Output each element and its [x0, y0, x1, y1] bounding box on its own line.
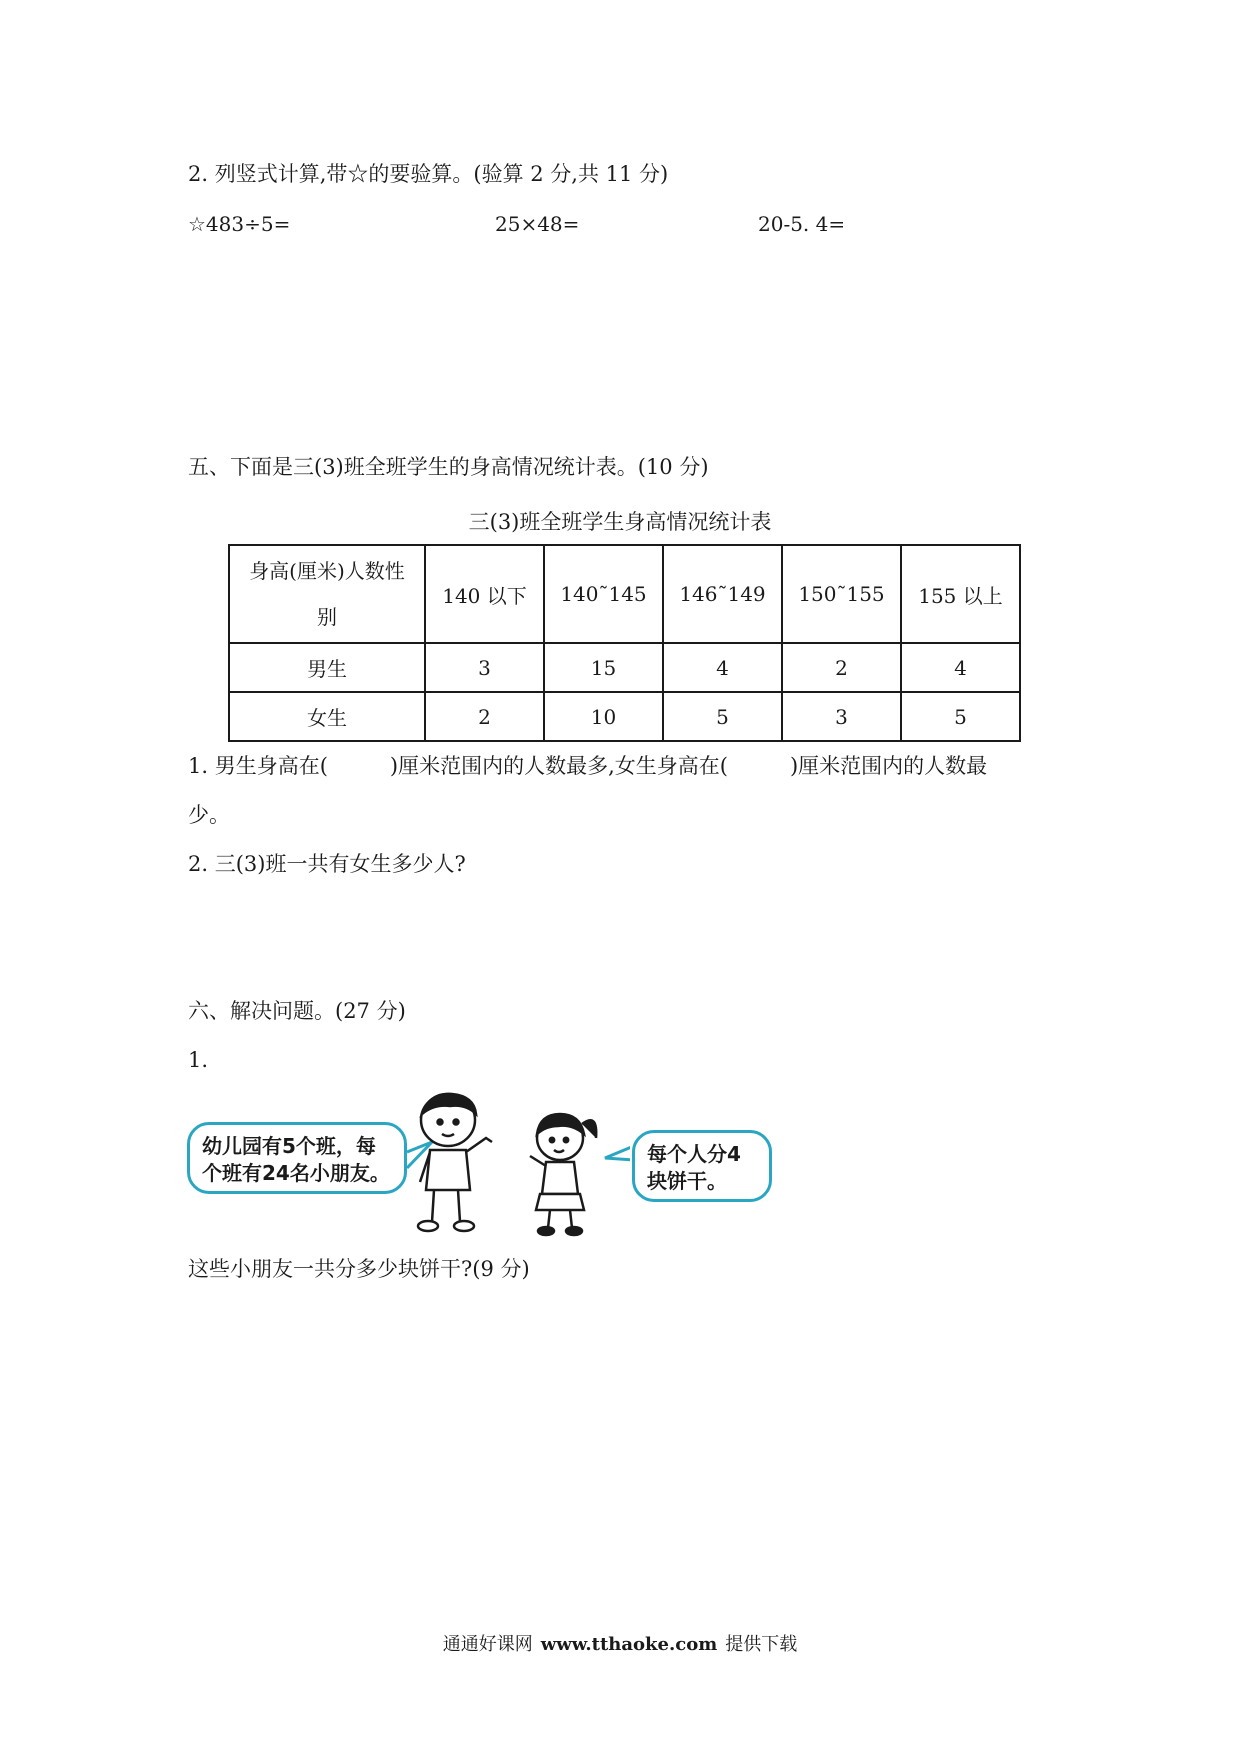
table-cell: 15: [544, 643, 663, 692]
q1-text-part2: )厘米范围内的人数最多,女生身高在(: [389, 754, 728, 778]
table-cell: 5: [663, 692, 782, 741]
calc-problem-3: 20-5. 4=: [758, 212, 846, 236]
row-label-boys: 男生: [229, 643, 425, 692]
girl-figure: [530, 1114, 596, 1235]
height-stats-table: [228, 544, 1021, 742]
calc-problem-1: ☆483÷5=: [188, 212, 291, 236]
header-cell: 140˜145: [544, 545, 663, 643]
speech-bubble-boy: 幼儿园有5个班，每个班有24名小朋友。: [187, 1122, 407, 1194]
boy-figure: [418, 1094, 492, 1231]
page-footer: [0, 1630, 1240, 1656]
table-header-row: [229, 545, 1020, 643]
corner-label-line2: 别: [317, 605, 337, 629]
header-cell: 146˜149: [663, 545, 782, 643]
sec6-question-number: 1.: [188, 1048, 209, 1072]
table-title: 三(3)班全班学生身高情况统计表: [468, 510, 772, 534]
footer-site-name: 通通好课网: [442, 1634, 533, 1655]
q2-title: 2. 列竖式计算,带☆的要验算。(验算 2 分,共 11 分): [188, 162, 669, 186]
footer-provided: 提供下载: [725, 1634, 798, 1655]
children-illustration: [400, 1090, 630, 1240]
footer-url[interactable]: www.tthaoke.com: [540, 1634, 718, 1655]
table-cell: 2: [782, 643, 901, 692]
row-label-girls: 女生: [229, 692, 425, 741]
table-row: [229, 692, 1020, 741]
q1-text-part1: 1. 男生身高在(: [188, 754, 328, 778]
corner-label-line1: 身高(厘米)人数性: [249, 559, 405, 583]
table-cell: 5: [901, 692, 1020, 741]
right-bubble-tail: [605, 1146, 630, 1160]
section-6-title: 六、解决问题。(27 分): [188, 999, 406, 1023]
table-cell: 10: [544, 692, 663, 741]
table-cell: 3: [425, 643, 544, 692]
table-cell: 2: [425, 692, 544, 741]
header-cell: 155 以上: [901, 545, 1020, 643]
sec5-question-2: 2. 三(3)班一共有女生多少人?: [188, 852, 466, 876]
speech-bubble-girl: 每个人分4块饼干。: [632, 1130, 772, 1202]
table-cell: 4: [901, 643, 1020, 692]
header-cell: 140 以下: [425, 545, 544, 643]
table-row: [229, 643, 1020, 692]
table-cell: 3: [782, 692, 901, 741]
sec5-question-1: [188, 752, 987, 780]
sec5-question-1-line2: 少。: [188, 803, 230, 827]
table-corner-cell: [229, 545, 425, 643]
calc-problem-2: 25×48=: [495, 212, 580, 236]
section-5-title: 五、下面是三(3)班全班学生的身高情况统计表。(10 分): [188, 455, 709, 479]
q1-text-part3: )厘米范围内的人数最: [789, 754, 988, 778]
header-cell: 150˜155: [782, 545, 901, 643]
table-cell: 4: [663, 643, 782, 692]
sec6-question-1: 这些小朋友一共分多少块饼干?(9 分): [188, 1257, 530, 1281]
